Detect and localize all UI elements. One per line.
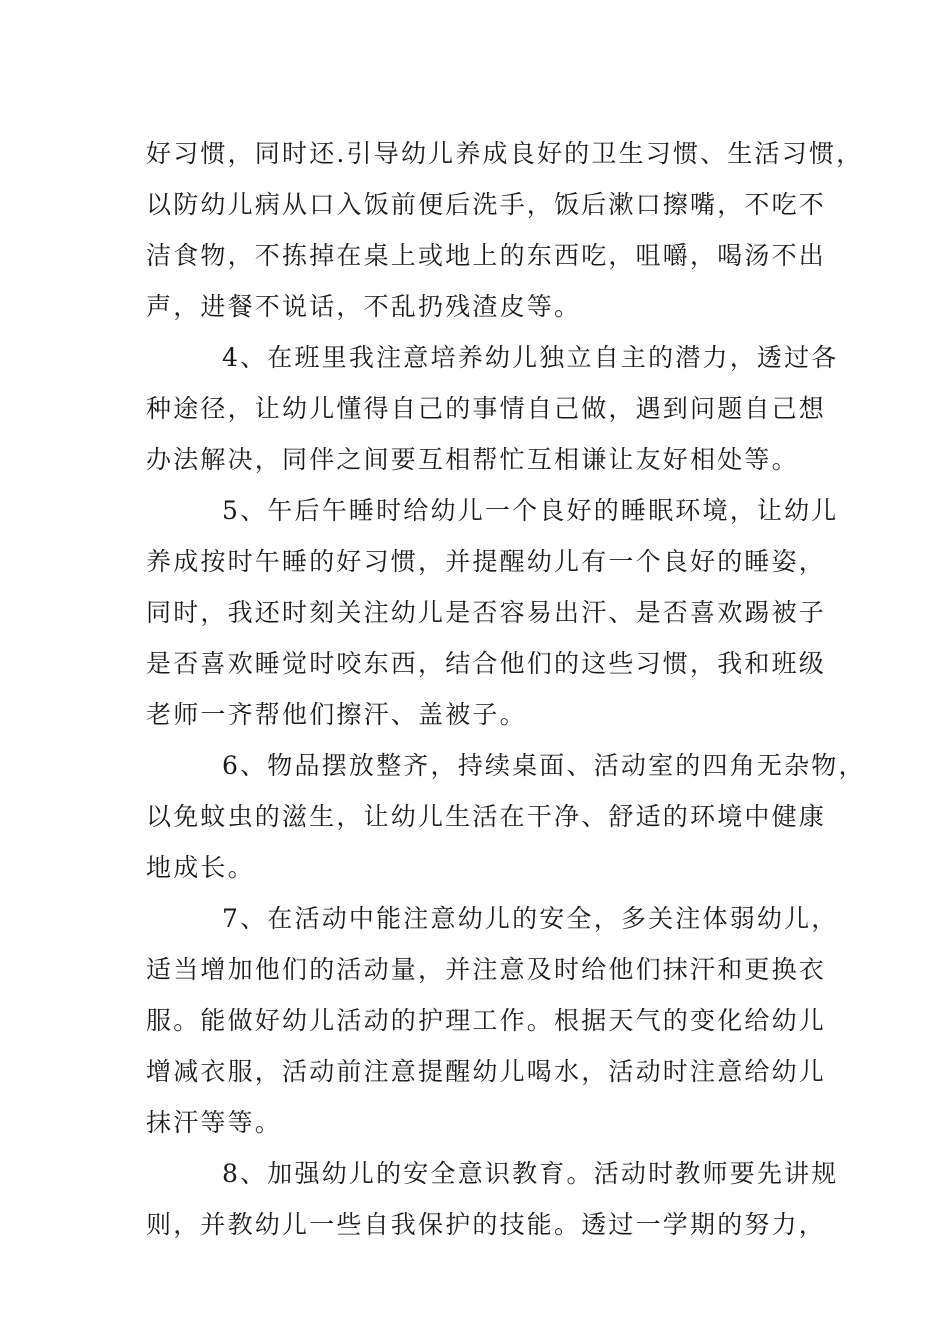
text-line: 是否喜欢睡觉时咬东西，结合他们的这些习惯，我和班级 [146,649,827,678]
body-text [146,128,866,1250]
text-line: 好习惯，同时还.引导幼儿养成良好的卫生习惯、生活习惯， [146,139,864,168]
text-line: 地成长。 [146,853,255,882]
text-line: 以防幼儿病从口入饭前便后洗手，饭后漱口擦嘴，不吃不 [146,190,827,219]
text-line: 洁食物，不拣掉在桌上或地上的东西吃，咀嚼，喝汤不出 [146,241,827,270]
paragraph-first-line: 5、午后午睡时给幼儿一个良好的睡眠环境，让幼儿 [222,496,839,525]
text-line: 老师一齐帮他们擦汗、盖被子。 [146,700,527,729]
paragraph-first-line: 4、在班里我注意培养幼儿独立自主的潜力，透过各 [222,343,839,372]
text-line: 以免蚊虫的滋生，让幼儿生活在干净、舒适的环境中健康 [146,802,827,831]
paragraph-first-line: 8、加强幼儿的安全意识教育。活动时教师要先讲规 [222,1159,839,1188]
text-line: 服。能做好幼儿活动的护理工作。根据天气的变化给幼儿 [146,1006,827,1035]
paragraph-first-line: 7、在活动中能注意幼儿的安全，多关注体弱幼儿， [222,904,839,933]
text-line: 则，并教幼儿一些自我保护的技能。透过一学期的努力， [146,1210,827,1239]
text-line: 同时，我还时刻关注幼儿是否容易出汗、是否喜欢踢被子 [146,598,827,627]
paragraph-first-line: 6、物品摆放整齐，持续桌面、活动室的四角无杂物， [222,751,866,780]
text-line: 种途径，让幼儿懂得自己的事情自己做，遇到问题自己想 [146,394,827,423]
text-line: 适当增加他们的活动量，并注意及时给他们抹汗和更换衣 [146,955,827,984]
text-line: 办法解决，同伴之间要互相帮忙互相谦让友好相处等。 [146,445,799,474]
text-line: 养成按时午睡的好习惯，并提醒幼儿有一个良好的睡姿， [146,547,827,576]
text-line: 增减衣服，活动前注意提醒幼儿喝水，活动时注意给幼儿 [146,1057,827,1086]
text-line: 抹汗等等。 [146,1108,283,1137]
text-line: 声，进餐不说话，不乱扔残渣皮等。 [146,292,582,321]
